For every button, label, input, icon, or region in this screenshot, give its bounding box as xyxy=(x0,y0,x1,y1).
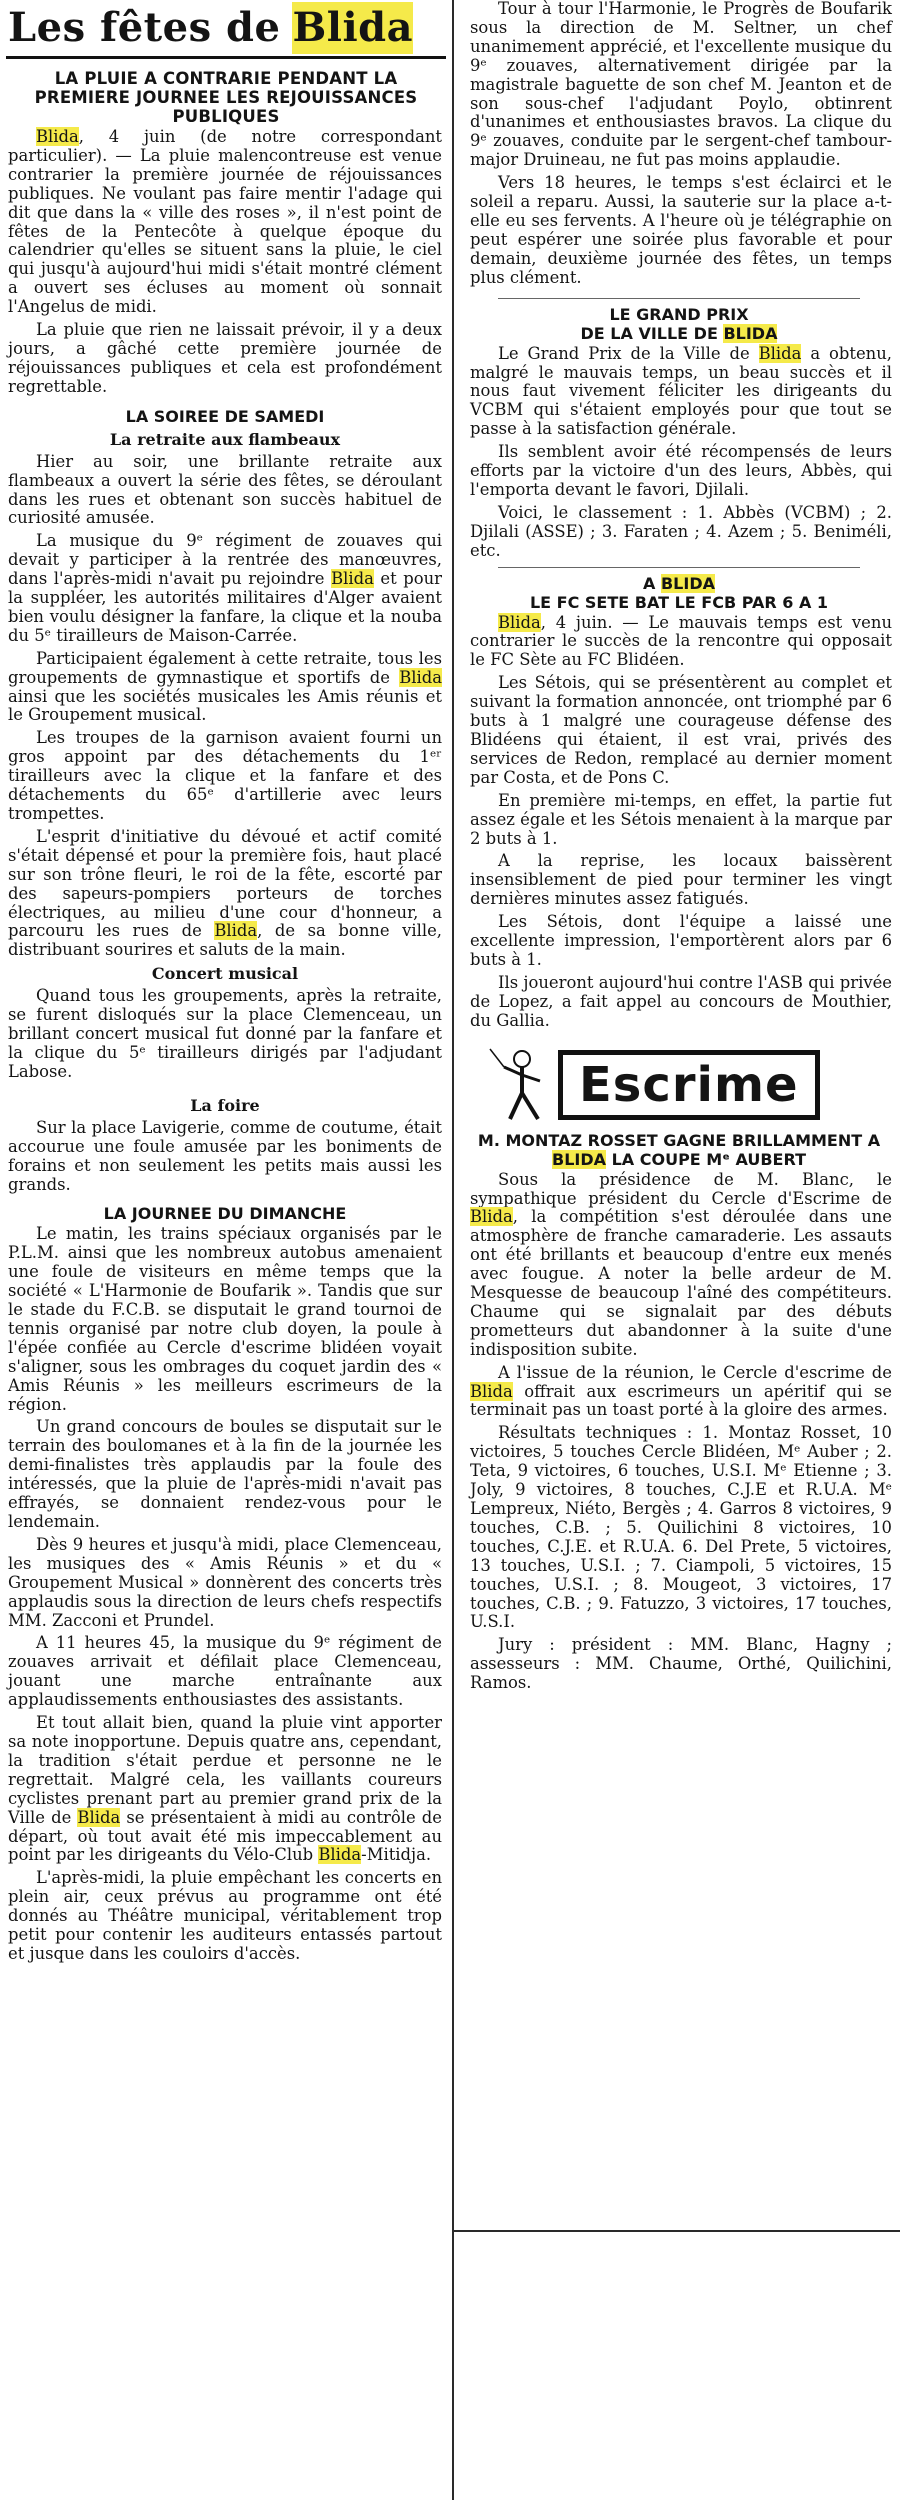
fencing-headline: M. MONTAZ ROSSET GAGNE BRILLAMMENT A BLIDA LA COUPE Mᵉ AUBERT xyxy=(477,1130,881,1169)
paragraph: En première mi-temps, en effet, la partie fut assez égale et les Sétois menaient à la marque par 2 buts à 1. xyxy=(470,790,892,848)
masthead xyxy=(0,0,452,54)
fencing-body xyxy=(458,1171,900,1693)
football-heading: A BLIDA xyxy=(643,573,715,593)
paragraph: Résultats techniques : 1. Montaz Rosset, 10 victoires, 5 touches Cercle Blidéen, Mᵉ Auber ; 2. Teta, 9 victoires, 6 touches, U.S.I. Mᵉ Etienne ; 3. Joly, 9 victoires, 8 touches, C.J.E et R.U.A. Mᵉ Lempreux, Niéto, Bergès ; 4. Garros 8 victoires, 9 touches, C.B. ; 5. Quilichini 8 victoires, 10 touches, C.J.E. et R.U.A. 6. Del Prete, 5 victoires, 13 touches, U.S.I. ; 7. Ciampoli, 5 victoires, 15 touches, U.S.I. ; 8. Mougeot, 3 victoires, 17 touches, C.B. ; 9. Fatuzzo, 3 victoires, 17 touches, U.S.I. xyxy=(470,1423,892,1632)
paragraph: Sur la place Lavigerie, comme de coutume, était accourue une foule amusée par les boniments de forains et non seulement les petits mais aussi les grands. xyxy=(8,1117,442,1194)
paragraph: Tour à tour l'Harmonie, le Progrès de Boufarik sous la direction de M. Seltner, un chef unanimement apprécié, et l'excellente musique du 9ᵉ zouaves, alternativement dirigée par la magistrale baguette de son chef M. Jeanton et de son sous-chef l'adjudant Poylo, obtinrent d'unanimes et enthousiastes bravos. La clique du 9ᵉ zouaves, conduite par le sergent-chef tambour-major Druineau, ne fut pas moins applaudie. xyxy=(470,0,892,170)
right-column xyxy=(458,0,900,2230)
paragraph: Blida, 4 juin. — Le mauvais temps est venu contrarier le succès de la rencontre qui opposait le FC Sète au FC Blidéen. xyxy=(470,612,892,670)
right-article-body xyxy=(458,0,900,288)
paragraph: Les Sétois, dont l'équipe a laissé une excellente impression, l'emportèrent alors par 6 buts à 1. xyxy=(470,912,892,969)
paragraph: Ils semblent avoir été récompensés de leurs efforts par la victoire d'un des leurs, Abbès, qui l'emporta devant le favori, Djilali. xyxy=(470,442,892,499)
column-rule xyxy=(452,0,454,2500)
paragraph: Un grand concours de boules se disputait sur le terrain des boulomanes et à la fin de la journée les demi-finalistes très applaudis par la foule des intéressés, que la pluie de l'après-midi n'avait pas effrayés, se donnaient rendez-vous pour le lendemain. xyxy=(8,1417,442,1531)
subheading: Concert musical xyxy=(151,964,299,984)
paragraph: Les troupes de la garnison avaient fourni un gros appoint par des détachements du 1ᵉʳ tirailleurs avec la clique et la fanfare et des détachements du 65ᵉ d'artillerie avec leurs trompettes. xyxy=(8,728,442,823)
paragraph: L'esprit d'initiative du dévoué et actif comité s'était dépensé et pour la première fois, haut placé sur son trône fleuri, le roi de la fête, escorté par des sapeurs-pompiers porteurs de torches électriques, au milieu d'une cour d'honneur, a parcouru les rues de Blida, de sa bonne ville, distribuant sourires et saluts de la main. xyxy=(8,826,442,960)
paragraph: Et tout allait bien, quand la pluie vint apporter sa note inopportune. Depuis quatre ans, cependant, la tradition s'était perdue et personne ne le regrettait. Malgré cela, les vaillants coureurs cyclistes prenant part au premier grand prix de la Ville de Blida se présentaient à midi au contrôle de départ, où tout avait été mis impeccablement au point par les dirigeants du Vélo-Club Blida-Mitidja. xyxy=(8,1713,442,1865)
masthead-rule xyxy=(6,56,446,59)
escrime-banner xyxy=(482,1045,900,1125)
paragraph: Ils joueront aujourd'hui contre l'ASB qui privée de Lopez, a fait appel au concours de Mouthier, du Gallia. xyxy=(470,972,892,1030)
subheading: La foire xyxy=(190,1095,260,1115)
paragraph: La pluie que rien ne laissait prévoir, il y a deux jours, a gâché cette première journée de réjouissances publiques et cela est profondément regrettable. xyxy=(8,320,442,396)
lead-headline: LA PLUIE A CONTRARIE PENDANT LA PREMIERE JOURNEE LES REJOUISSANCES PUBLIQUES xyxy=(34,69,418,126)
paragraph: A l'issue de la réunion, le Cercle d'escrime de Blida offrait aux escrimeurs un apéritif qui se terminait pas un toast porté à la gloire des armes. xyxy=(470,1362,892,1420)
paragraph: Le matin, les trains spéciaux organisés par le P.L.M. ainsi que les nombreux autobus amenaient une foule de visiteurs en même temps que la société « L'Harmonie de Boufarik ». Tandis que sur le stade du F.C.B. se disputait le grand tournoi de tennis organisé par notre club doyen, la poule à l'épée confiée au Cercle d'escrime blidéen voyait s'aligner, sous les ombrages du coquet jardin des « Amis Réunis » les meilleurs escrimeurs de la région. xyxy=(8,1224,442,1414)
section-heading: LA JOURNEE DU DIMANCHE xyxy=(103,1204,347,1224)
football-subheading: LE FC SETE BAT LE FCB PAR 6 A 1 xyxy=(529,592,829,612)
paragraph: Voici, le classement : 1. Abbès (VCBM) ; 2. Djilali (ASSE) ; 3. Faraten ; 4. Azem ; 5. Beniméli, etc. xyxy=(470,502,892,560)
masthead-title: Les fêtes de xyxy=(8,4,281,51)
escrime-title: Escrime xyxy=(579,1056,799,1113)
paragraph: A la reprise, les locaux baissèrent insensiblement de pied pour terminer les vingt dernières minutes assez fatigués. xyxy=(470,851,892,909)
paragraph: Le Grand Prix de la Ville de Blida a obtenu, malgré le mauvais temps, un beau succès et il nous faut vivement féliciter les dirigeants du VCBM qui s'étaient employés pour que tout se passe à la satisfaction générale. xyxy=(470,343,892,439)
divider xyxy=(498,567,860,568)
paragraph: Quand tous les groupements, après la retraite, se furent disloqués sur la place Clemenceau, un brillant concert musical fut donné par la fanfare et la clique du 5ᵉ tirailleurs dirigés par l'adjudant Labose. xyxy=(8,986,442,1081)
masthead-city: Blida xyxy=(292,2,413,54)
football-body xyxy=(458,614,900,1031)
paragraph: L'après-midi, la pluie empêchant les concerts en plein air, ceux prévus au programme ont été donnés au Théâtre municipal, véritablement trop petit pour contenir les auditeurs entassés partout et jusque dans les couloirs d'accès. xyxy=(8,1868,442,1963)
paragraph: Participaient également à cette retraite, tous les groupements de gymnastique et sportifs de Blida ainsi que les sociétés musicales les Amis réunis et le Groupement musical. xyxy=(8,648,442,725)
subheading: La retraite aux flambeaux xyxy=(109,429,341,449)
left-article-body xyxy=(0,128,452,1964)
paragraph: Blida, 4 juin (de notre correspondant particulier). — La pluie malencontreuse est venue contrarier la première journée de réjouissances publiques. Ne voulant pas faire mentir l'adage qui dit que dans la « ville des roses », il n'est point de fêtes de la Pentecôte à quelque époque du calendrier qu'elles se situent sans la pluie, le ciel qui jusqu'à aujourd'hui midi s'était montré clément a ouvert ses écluses au moment où sonnait l'Angelus de midi. xyxy=(8,127,442,317)
paragraph: Dès 9 heures et jusqu'à midi, place Clemenceau, les musiques des « Amis Réunis » et du « Groupement Musical » donnèrent des concerts très applaudis sous la direction de leurs chefs respectifs MM. Zacconi et Prundel. xyxy=(8,1534,442,1630)
paragraph: Jury : président : MM. Blanc, Hagny ; assesseurs : MM. Chaume, Orthé, Quilichini, Ramos. xyxy=(470,1635,892,1693)
paragraph: A 11 heures 45, la musique du 9ᵉ régiment de zouaves arrivait et défilait place Clemenceau, jouant une marche entraînante aux applaudissements enthousiastes des assistants. xyxy=(8,1633,442,1710)
grand-prix-body xyxy=(458,345,900,561)
fencer-icon xyxy=(482,1045,562,1125)
paragraph: Vers 18 heures, le temps s'est éclairci et le soleil a reparu. Aussi, la sauterie sur la place a-t-elle eu ses fervents. A l'heure où je télégraphie on peut espérer une soirée plus favorable et pour demain, deuxième journée des fêtes, un temps plus clément. xyxy=(470,173,892,287)
section-end-rule xyxy=(454,2230,900,2232)
paragraph: Les Sétois, qui se présentèrent au complet et suivant la formation annoncée, ont triomphé par 6 buts à 1 malgré une courageuse défense des Blidéens qui étaient, il est vrai, privés des services de Redon, remplacé au dernier moment par Costa, et de Pons C. xyxy=(470,673,892,787)
paragraph: Hier au soir, une brillante retraite aux flambeaux a ouvert la série des fêtes, se déroulant dans les rues et obtenant son succès habituel de curiosité amusée. xyxy=(8,451,442,528)
grand-prix-subheading: DE LA VILLE DE BLIDA xyxy=(580,323,778,343)
paragraph: Sous la présidence de M. Blanc, le sympathique président du Cercle d'Escrime de Blida, la compétition s'est déroulée dans une atmosphère de franche camaraderie. Les assauts ont été brillants et beaucoup d'entre eux menés avec fougue. A noter la belle ardeur de M. Mesquesse de beaucoup l'aîné des compétiteurs. Chaume qui se signalait par des débuts prometteurs dut abandonner à la suite d'une indisposition subite. xyxy=(470,1169,892,1359)
divider xyxy=(498,298,860,299)
paragraph: La musique du 9ᵉ régiment de zouaves qui devait y participer à la rentrée des manœuvres, dans l'après-midi n'avait pu rejoindre Blida et pour la suppléer, les autorités militaires d'Alger avaient bien voulu désigner la fanfare, la clique et la nouba du 5ᵉ tirailleurs de Maison-Carrée. xyxy=(8,531,442,645)
grand-prix-heading: LE GRAND PRIX xyxy=(609,304,749,324)
section-heading: LA SOIREE DE SAMEDI xyxy=(125,406,325,426)
escrime-title-box xyxy=(558,1050,820,1120)
